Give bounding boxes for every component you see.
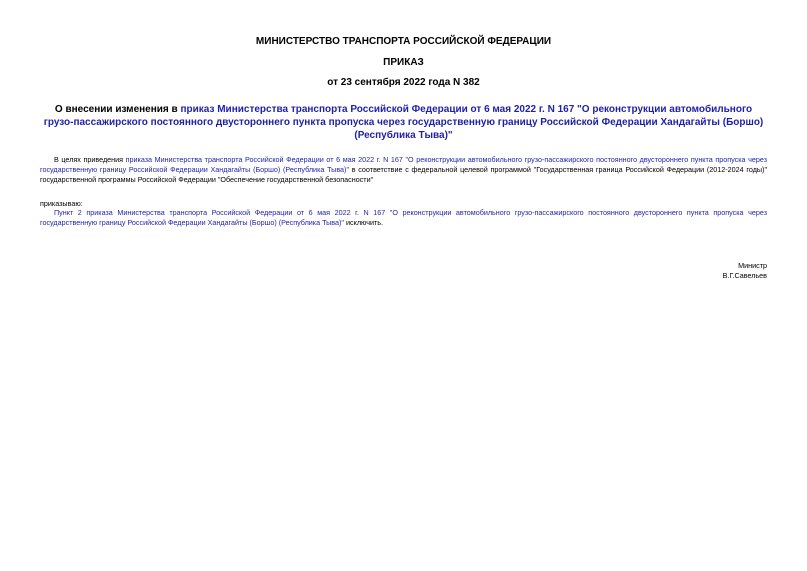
signatory-name: В.Г.Савельев bbox=[722, 271, 767, 280]
operative-suffix: исключить. bbox=[344, 218, 384, 227]
document-title bbox=[40, 103, 767, 142]
preamble-paragraph bbox=[40, 155, 767, 185]
preamble-order-link[interactable]: приказа Министерства транспорта Российской Федерации от 6 мая 2022 г. N 167 "О реконструкции автомобильного грузо-пассажирского постоянного двустороннего пункта пропуска через государственную границу Российской Федерации Хандагайты (Боршо) (Республика Тыва)" bbox=[40, 155, 767, 174]
operative-paragraph bbox=[40, 208, 767, 228]
order-word: приказываю: bbox=[40, 199, 83, 208]
document-type: ПРИКАЗ bbox=[383, 57, 424, 68]
signatory-position: Министр bbox=[738, 261, 767, 270]
title-prefix: О внесении изменения в bbox=[54, 104, 181, 115]
document-date-number: от 23 сентября 2022 года N 382 bbox=[327, 77, 480, 88]
ministry-name: МИНИСТЕРСТВО ТРАНСПОРТА РОССИЙСКОЙ ФЕДЕРАЦИИ bbox=[255, 36, 552, 47]
operative-order-link[interactable]: Пункт 2 приказа Министерства транспорта Российской Федерации от 6 мая 2022 г. N 167 "О реконструкции автомобильного грузо-пассажирского постоянного двустороннего пункта пропуска через государственную границу Российской Федерации Хандагайты (Боршо) (Республика Тыва)" bbox=[40, 208, 767, 227]
preamble-suffix: в соответствие с федеральной целевой программой "Государственная граница Российской Федерации (2012-2024 годы)" государственной программы Российской Федерации "Обеспечение государственной безопасности" bbox=[40, 165, 767, 184]
preamble-prefix: В целях приведения bbox=[54, 155, 126, 164]
title-order-link[interactable]: приказ Министерства транспорта Российской Федерации от 6 мая 2022 г. N 167 "О реконструкции автомобильного грузо-пассажирского постоянного двустороннего пункта пропуска через государственную границу Российской Федерации Хандагайты (Боршо) (Республика Тыва)" bbox=[43, 104, 764, 141]
